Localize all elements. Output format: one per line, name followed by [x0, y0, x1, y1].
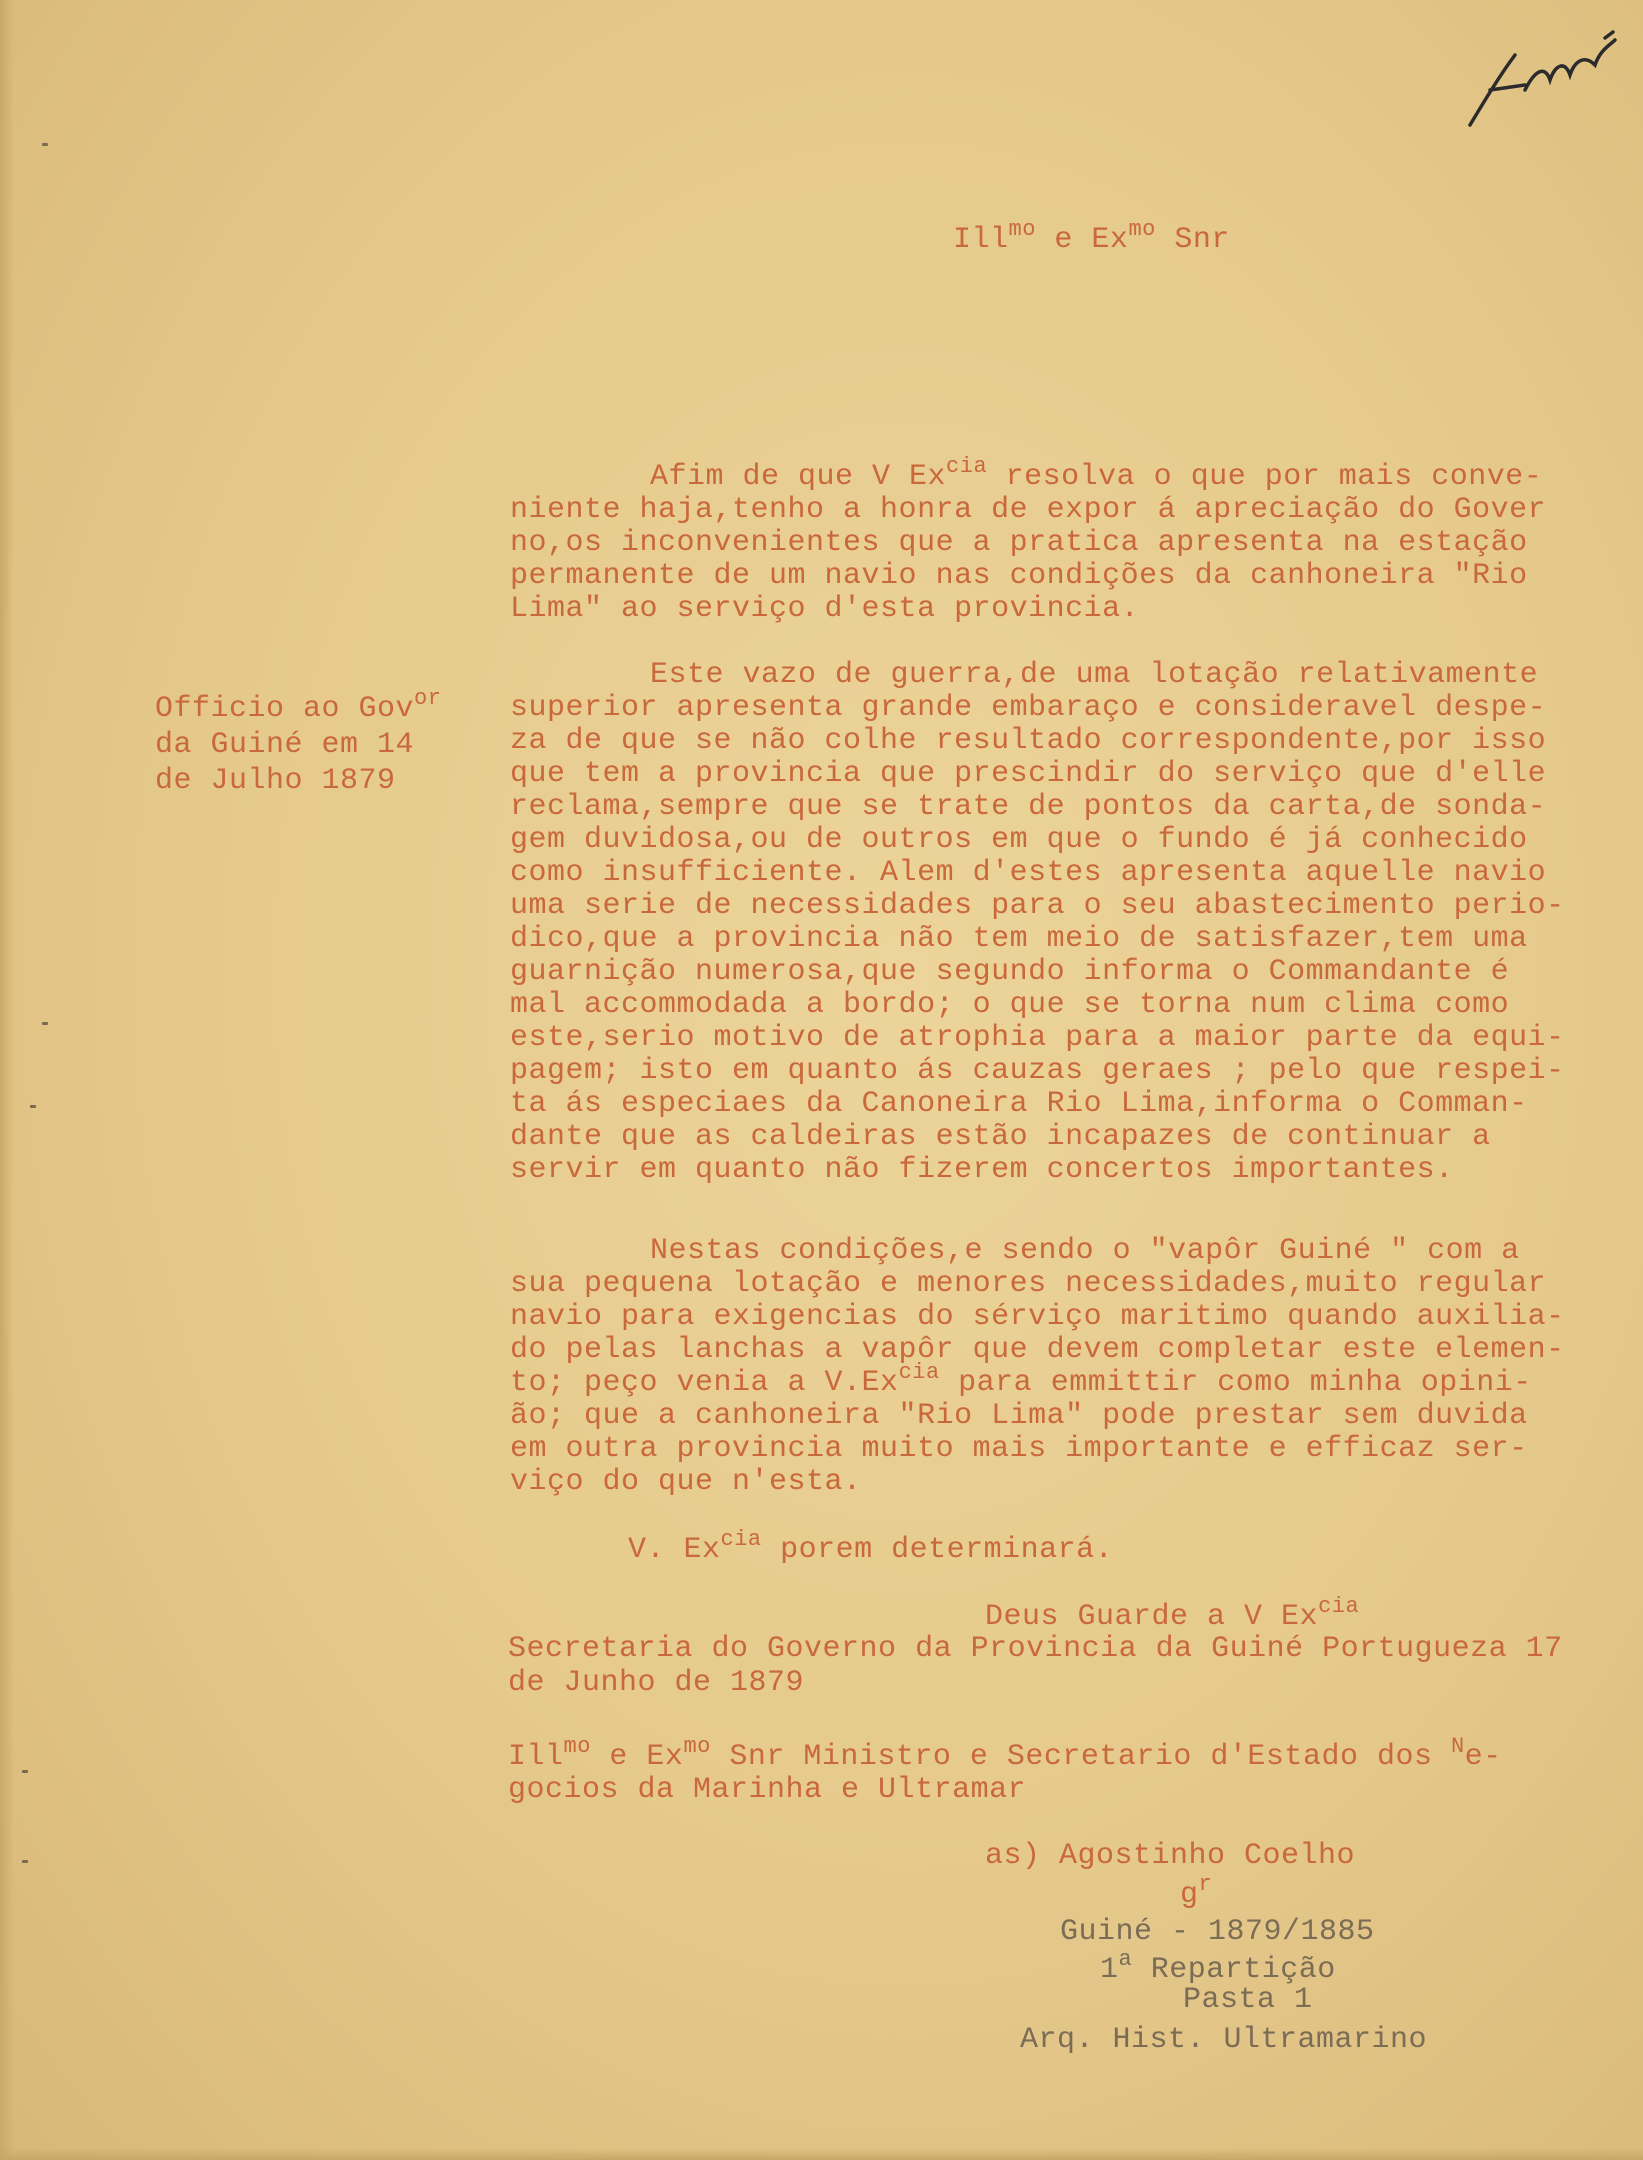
body-line: dico,que a provincia não tem meio de satisfazer,tem uma [510, 922, 1528, 956]
margin-mark [22, 1860, 28, 1863]
body-line: pagem; isto em quanto ás cauzas geraes ; pelo que respei- [510, 1054, 1565, 1088]
body-line: em outra provincia muito mais importante e efficaz ser- [510, 1432, 1528, 1466]
body-line: Este vazo de guerra,de uma lotação relativamente [650, 658, 1539, 692]
body-line: za de que se não colhe resultado correspondente,por isso [510, 724, 1547, 758]
body-line: reclama,sempre que se trate de pontos da carta,de sonda- [510, 790, 1547, 824]
margin-mark [42, 143, 48, 146]
signature: as) Agostinho Coelho [985, 1839, 1356, 1873]
body-line: dante que as caldeiras estão incapazes de continuar a [510, 1120, 1491, 1154]
body-line: este,serio motivo de atrophia para a maior parte da equi- [510, 1021, 1565, 1055]
margin-note-line: Officio ao Gov$^{or}$ [155, 686, 442, 726]
archive-line: Pasta 1 [1183, 1983, 1313, 2017]
body-line: guarnição numerosa,que segundo informa o Commandante é [510, 955, 1510, 989]
margin-note-line: da Guiné em 14 [155, 728, 415, 762]
paragraph-4: V. $Ex^{cia}$ porem determinará. [628, 1527, 1114, 1567]
body-line: uma serie de necessidades para o seu abastecimento perio- [510, 889, 1565, 923]
body-line: que tem a provincia que prescindir do serviço que d'elle [510, 757, 1547, 791]
archive-line: Arq. Hist. Ultramarino [1020, 2023, 1428, 2057]
place-line: Secretaria do Governo da Provincia da Guiné Portugueza 17 [508, 1632, 1563, 1666]
blessing: Deus Guarde a V $Ex^{cia}$ [985, 1594, 1360, 1634]
addressee-line: gocios da Marinha e Ultramar [508, 1773, 1027, 1807]
archive-line: Guiné - 1879/1885 [1060, 1915, 1375, 1949]
body-line: ta ás especiaes da Canoneira Rio Lima,informa o Comman- [510, 1087, 1528, 1121]
margin-note-line: de Julho 1879 [155, 764, 396, 798]
body-line: sua pequena lotação e menores necessidades,muito regular [510, 1267, 1547, 1301]
margin-mark [30, 1105, 36, 1108]
body-line: no,os inconvenientes que a pratica apresenta na estação [510, 526, 1528, 560]
pencil-annotation [1455, 30, 1630, 140]
body-line: servir em quanto não fizerem concertos importantes. [510, 1153, 1454, 1187]
body-line: como insufficiente. Alem d'estes apresenta aquelle navio [510, 856, 1547, 890]
body-line: ão; que a canhoneira "Rio Lima" pode prestar sem duvida [510, 1399, 1528, 1433]
addressee-line: Ill$^{mo}$ e $Ex^{mo}$ Snr Ministro e Secretario d'Estado dos $^N$e- [508, 1734, 1502, 1774]
body-line: niente haja,tenho a honra de expor á apreciação do Gover [510, 493, 1547, 527]
body-line: mal accommodada a bordo; o que se torna num clima como [510, 988, 1510, 1022]
body-line: viço do que n'esta. [510, 1465, 862, 1499]
body-line: gem duvidosa,ou de outros em que o fundo é já conhecido [510, 823, 1528, 857]
body-line: to; peço venia a $V.Ex^{cia}$ para emmittir como minha opini- [510, 1360, 1532, 1400]
body-line: Lima" ao serviço d'esta provincia. [510, 592, 1140, 626]
body-line: navio para exigencias do sérviço maritimo quando auxilia- [510, 1300, 1565, 1334]
body-line: do pelas lanchas a vapôr que devem completar este elemen- [510, 1333, 1565, 1367]
date-line: de Junho de 1879 [508, 1666, 805, 1700]
margin-mark [42, 1022, 48, 1025]
body-line: superior apresenta grande embaraço e consideravel despe- [510, 691, 1547, 725]
pencil-annotation-scribble [1455, 30, 1630, 140]
margin-mark [22, 1770, 28, 1773]
salutation: Ill$^{mo}$ e $Ex^{mo}$ Snr [953, 217, 1230, 257]
body-line: Nestas condições,e sendo o "vapôr Guiné " com a [650, 1234, 1520, 1268]
signature-title: $g^r$ [1180, 1872, 1213, 1912]
body-line: Afim de que V $Ex^{cia}$ resolva o que por mais conve- [650, 454, 1543, 494]
archive-line: 1$^a$ Repartição [1100, 1947, 1336, 1987]
body-line: permanente de um navio nas condições da canhoneira "Rio [510, 559, 1528, 593]
